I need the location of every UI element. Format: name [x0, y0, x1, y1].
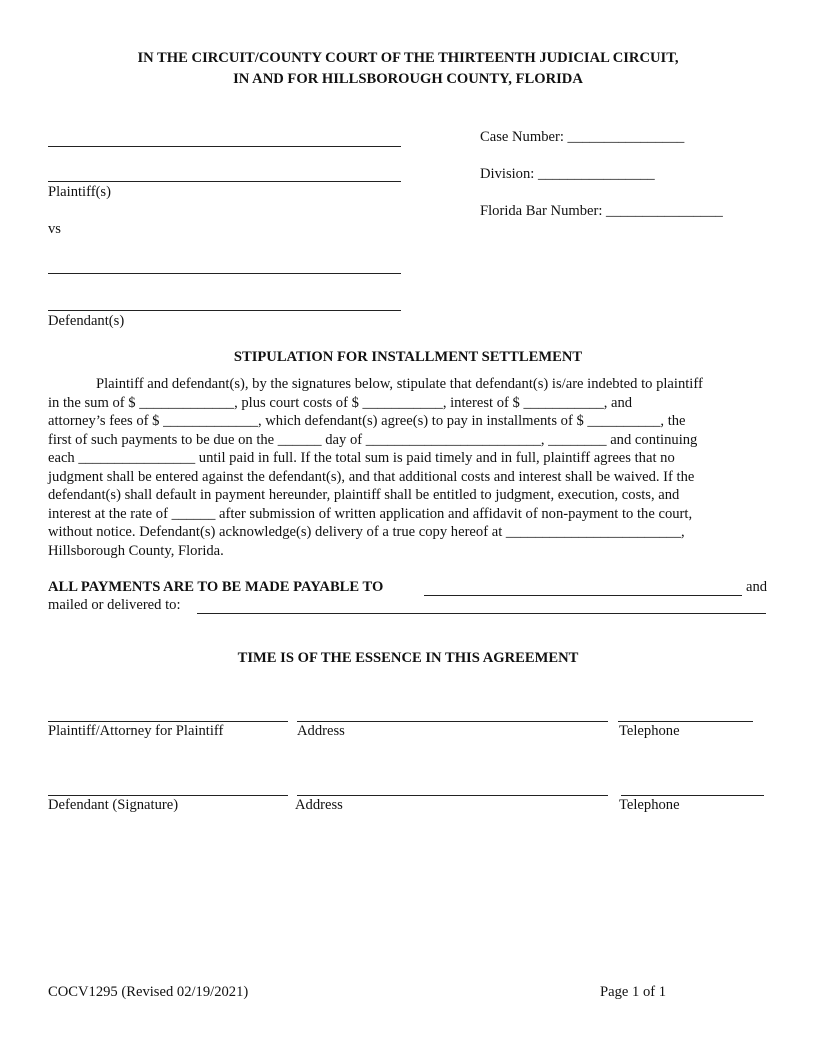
case-number-field[interactable]: Case Number: ________________ — [480, 129, 685, 145]
defendant-signature-line[interactable] — [48, 795, 288, 796]
form-id: COCV1295 (Revised 02/19/2021) — [48, 984, 249, 1000]
plaintiff-signature-line[interactable] — [48, 721, 288, 722]
florida-bar-number-field[interactable]: Florida Bar Number: ________________ — [480, 203, 723, 219]
body-line-3: attorney’s fees of $ _____________, which defendant(s) agree(s) to pay in installments of $ __________, the — [48, 413, 686, 429]
body-line-5: each ________________ until paid in full. If the total sum is paid timely and in full, plaintiff agrees that no — [48, 450, 675, 466]
defendant-telephone-line[interactable] — [621, 795, 764, 796]
plaintiff-line-2[interactable] — [48, 181, 401, 182]
body-line-9: without notice. Defendant(s) acknowledge(s) delivery of a true copy hereof at ________________________, — [48, 524, 685, 540]
payee-line[interactable] — [424, 595, 742, 596]
defendant-label: Defendant(s) — [48, 313, 125, 329]
defendant-line-1[interactable] — [48, 273, 401, 274]
payments-label: ALL PAYMENTS ARE TO BE MADE PAYABLE TO — [48, 579, 384, 595]
court-header-line1: IN THE CIRCUIT/COUNTY COURT OF THE THIRTEENTH JUDICIAL CIRCUIT, — [137, 50, 679, 66]
vs-label: vs — [48, 221, 61, 237]
page-number: Page 1 of 1 — [600, 984, 667, 1000]
essence-heading: TIME IS OF THE ESSENCE IN THIS AGREEMENT — [237, 650, 579, 666]
plaintiff-line-1[interactable] — [48, 146, 401, 147]
plaintiff-label: Plaintiff(s) — [48, 184, 111, 200]
defendant-signature-label: Defendant (Signature) — [48, 797, 179, 813]
mailed-label: mailed or delivered to: — [48, 597, 181, 613]
body-line-4: first of such payments to be due on the ______ day of ________________________, ________ and continuing — [48, 431, 698, 448]
body-line-1: Plaintiff and defendant(s), by the signatures below, stipulate that defendant(s) is/are indebted to plaintiff — [96, 376, 703, 392]
defendant-line-2[interactable] — [48, 310, 401, 311]
defendant-telephone-label: Telephone — [619, 797, 680, 813]
plaintiff-signature-label: Plaintiff/Attorney for Plaintiff — [48, 723, 224, 739]
body-line-2: in the sum of $ _____________, plus court costs of $ ___________, interest of $ ___________, and — [48, 394, 633, 411]
plaintiff-telephone-label: Telephone — [619, 723, 680, 739]
document-title: STIPULATION FOR INSTALLMENT SETTLEMENT — [233, 349, 583, 365]
defendant-address-label: Address — [295, 797, 343, 813]
payments-and-word: and — [746, 579, 768, 595]
court-header-line2: IN AND FOR HILLSBOROUGH COUNTY, FLORIDA — [233, 71, 583, 87]
defendant-address-line[interactable] — [297, 795, 608, 796]
body-line-6: judgment shall be entered against the defendant(s), and that additional costs and interest shall be waived. If the — [48, 468, 695, 485]
division-field[interactable]: Division: ________________ — [480, 166, 655, 182]
plaintiff-address-line[interactable] — [297, 721, 608, 722]
plaintiff-address-label: Address — [297, 723, 345, 739]
body-line-8: interest at the rate of ______ after submission of written application and affidavit of non-payment to the court, — [48, 505, 693, 522]
body-line-10: Hillsborough County, Florida. — [48, 542, 224, 559]
plaintiff-telephone-line[interactable] — [618, 721, 753, 722]
body-line-7: defendant(s) shall default in payment hereunder, plaintiff shall be entitled to judgment, execution, costs, and — [48, 487, 680, 503]
mailing-address-line[interactable] — [197, 613, 766, 614]
